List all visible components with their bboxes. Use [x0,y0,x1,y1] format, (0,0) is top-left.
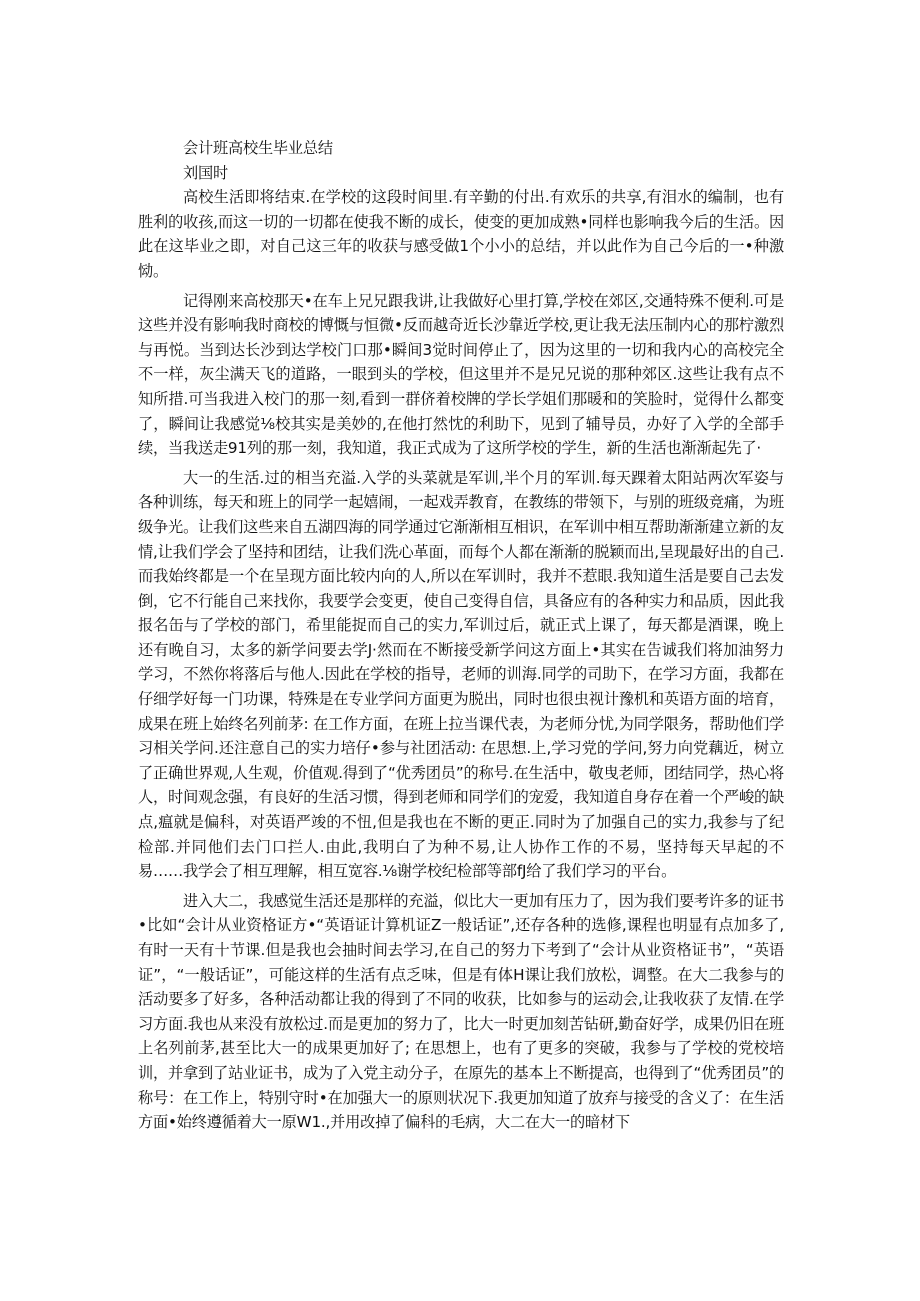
paragraph: 进入大二，我感觉生活还是那样的充溢，似比大一更加有压力了，因为我们要考许多的证书•比如“会计从业资格证方•“英语证计算机证Z一般话证”,还存各种的选修,课程也明显有点加多了,有时一天有十节课.但是我也会抽时间去学习,在自己的努力下考到了“会计从业资格证书”，“英语证”，“一般话证”，可能这样的生活有点乏味，但是有体H课让我们放松，调整。在大二我参与的活动要多了好多，各种活动都让我的得到了不同的收获，比如参与的运动会,让我收获了友情.在学习方面.我也从来没有放松过.而是更加的努力了，比大一时更加刻苦钻研,勤奋好学，成果仍旧在班上名列前茅,甚至比大一的成果更加好了; 在思想上，也有了更多的突破，我参与了学校的党校培训，并拿到了站业证书，成为了入党主动分子，在原先的基本上不断提高，也得到了“优秀团员”的称号：在工作上，特别守时•在加强大一的原则状况下.我更加知道了放弃与接受的含义了：在生活方面•始终遵循着大一原W1.,并用改掉了偏科的毛病，大二在大一的暗材下 [138,891,784,1132]
paragraph: 大一的生活.过的相当充溢.入学的头菜就是军训,半个月的军训.每天踝着太阳站两次军姿与各种训练，每天和班上的同学一起嬉闹，一起戏弄教育，在教练的带领下，与别的班级竞痛，为班级争光。让我们这些来自五湖四海的同学通过它渐渐相互相识，在军训中相互帮助渐渐建立新的友情,让我们学会了坚持和团结，让我们洗心革面，而每个人都在渐渐的脱颖而出,呈现最好出的自己.而我始终都是一个在呈现方面比较内向的人,所以在军训时，我并不惹眼.我知道生活是要自己去发倒，它不行能自己来找你，我要学会变更，使自己变得自信，具备应有的各种实力和品质，因此我报名缶与了学校的部门，希里能捉而自己的实力,军训过后，就正式上课了，毎天都是酒课，晚上还有晚自习，太多的新学问要去学J·然而在不断接受新学问这方面上•其实在告诚我们将加油努力学习，不然你将落后与他人.因此在学校的指导，老师的训海.同学的司助下，在学习方面，我都在仔细学好每一门功课，特殊是在专业学问方面更为脱出，同时也很虫视计豫机和英语方面的培育，成果在班上始终名列前茅: 在工作方面，在班上拉当课代表，为老师分忧,为同学限务，帮助他们学习相关学问.还注意自己的实力培仔•参与社团活动: 在思想.上,学习党的学问,努力向党藕近，树立了正确世界观,人生观，价值观.得到了“优秀团员”的称号.在生活中，敬曳老师，团结同学，热心将人，时间观念强，有良好的生活习惯，得到老师和同学们的宠爱，我知道自身存在着一个严峻的缺点,瘟就是偏科，对英语严竣的不忸,但是我也在不断的更正.同时为了加强自己的实力,我参与了纪检部.并同他们去门口拦人.由此,我明白了为种不易,让人协作工作的不易，坚持每天早起的不易……我学会了相互理解，相互宽容.⅛谢学校纪检部等部fJ给了我们学习的平台。 [138,468,784,881]
paragraph: 记得刚来高校那天•在车上兄兄跟我讲,让我做好心里打算,学校在郊区,交通特殊不便利.可是这些并没有影响我时商校的博慨与恒微•反而越奇近长沙靠近学校,更让我无法压制内心的那柠激烈与再悦。当到达长沙到达学校门口那•瞬间3觉时间停止了，因为这里的一切和我内心的高校完全不一样，灰尘满天飞的道路，一眼到头的学校，但这里并不是兄兄说的那种郊区.这些让我有点不知所措.可当我进入校门的那一刻,看到一群侪着校牌的学长学姐们那暖和的笑脸时，觉得什么都变了，瞬间让我感觉⅛校其实是美妙的,在他打然忱的利助下，见到了辅导员，办好了入学的全部手续，当我送走91列的那一刻，我知道，我正式成为了这所学校的学生，新的生活也渐渐起先了· [138,291,784,458]
document-author: 刘国时 [183,163,228,182]
document-body [138,136,784,1135]
paragraph: 高校生活即将结束.在学校的这段时间里.有辛勤的付出.有欢乐的共享,有泪水的编制，也有胜利的收孩,而这一切的一切都在使我不断的成长，使变的更加成熟•同样也影响我今后的生活。因此在这毕业之即，对自己这三年的收获与感受做1个小小的总结，并以此作为自己今后的一•种激恸。 [138,188,784,280]
document-title: 会计班高校生毕业总结 [183,139,333,157]
